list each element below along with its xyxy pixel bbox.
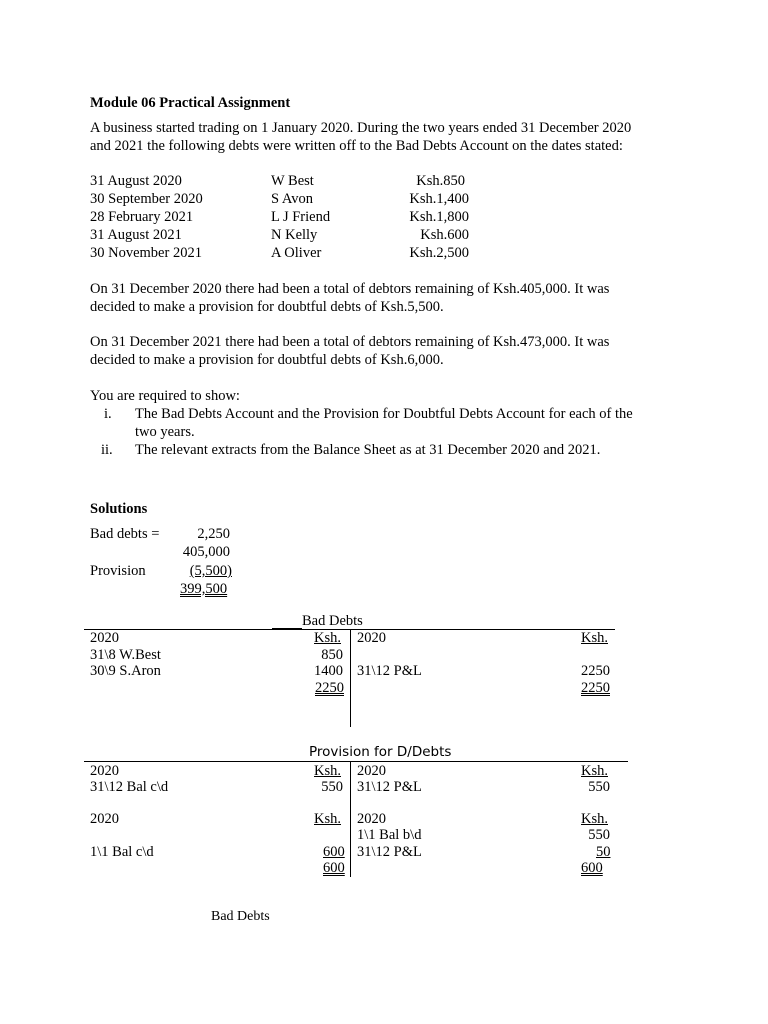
credit-currency: Ksh. <box>581 630 608 646</box>
page-title: Module 06 Practical Assignment <box>90 95 291 111</box>
debt-date: 30 November 2021 <box>90 245 202 261</box>
solution-total: 399,500 <box>180 581 228 597</box>
credit-year: 2020 <box>357 630 386 646</box>
account-divider <box>350 761 351 877</box>
solutions-heading: Solutions <box>90 501 148 517</box>
credit-entry-desc: 31\12 P&L <box>357 779 422 795</box>
credit-total: 2250 <box>581 680 610 696</box>
credit-year: 2020 <box>357 811 386 827</box>
solution-value: (5,500) <box>189 563 232 579</box>
account-title: Bad Debts <box>302 613 363 629</box>
bad-debts-label: Bad debts = <box>90 526 160 542</box>
debit-entry-amount: 1400 <box>314 663 343 679</box>
credit-entry-amount: 550 <box>588 779 610 795</box>
paragraph-2021-line-1: On 31 December 2021 there had been a total of debtors remaining of Ksh.473,000. It was <box>90 334 610 350</box>
debit-currency: Ksh. <box>314 630 341 646</box>
debt-name: A Oliver <box>271 245 322 261</box>
credit-currency: Ksh. <box>581 811 608 827</box>
debit-entry-desc: 30\9 S.Aron <box>90 663 161 679</box>
credit-entry-desc: 1\1 Bal b\d <box>357 827 422 843</box>
credit-total: 600 <box>581 860 603 876</box>
paragraph-2021-line-2: decided to make a provision for doubtful debts of Ksh.6,000. <box>90 352 444 368</box>
debit-entry-desc: 1\1 Bal c\d <box>90 844 154 860</box>
debt-date: 30 September 2020 <box>90 191 203 207</box>
account-divider <box>350 629 351 727</box>
required-item-text: The relevant extracts from the Balance Sheet as at 31 December 2020 and 2021. <box>135 442 601 458</box>
debit-entry-amount: 600 <box>323 844 345 860</box>
credit-year: 2020 <box>357 763 386 779</box>
debt-amount: Ksh.1,400 <box>409 191 469 207</box>
credit-entry-amount: 550 <box>588 827 610 843</box>
credit-entry-desc: 31\12 P&L <box>357 663 422 679</box>
credit-entry-desc: 31\12 P&L <box>357 844 422 860</box>
debt-name: L J Friend <box>271 209 331 225</box>
required-lead: You are required to show: <box>90 388 240 404</box>
footer-heading: Bad Debts <box>211 909 270 924</box>
debit-year: 2020 <box>90 811 119 827</box>
provision-label: Provision <box>90 563 146 579</box>
required-item-number: i. <box>104 406 112 422</box>
debit-total: 600 <box>323 860 345 876</box>
credit-currency: Ksh. <box>581 763 608 779</box>
debit-year: 2020 <box>90 630 119 646</box>
credit-entry-amount: 2250 <box>581 663 610 679</box>
solution-value: 405,000 <box>182 544 230 560</box>
debt-amount: Ksh.1,800 <box>409 209 469 225</box>
debit-entry-desc: 31\8 W.Best <box>90 647 161 663</box>
required-item-text: two years. <box>135 424 195 440</box>
paragraph-2020-line-1: On 31 December 2020 there had been a total of debtors remaining of Ksh.405,000. It was <box>90 281 610 297</box>
debt-date: 31 August 2020 <box>90 173 182 189</box>
debt-amount: Ksh.600 <box>420 227 469 243</box>
credit-entry-amount: 50 <box>596 844 611 860</box>
intro-line-2: and 2021 the following debts were written off to the Bad Debts Account on the dates stated: <box>90 138 623 154</box>
debt-name: S Avon <box>271 191 314 207</box>
intro-line-1: A business started trading on 1 January 2020. During the two years ended 31 December 2020 <box>90 120 632 136</box>
account-top-rule <box>84 761 628 762</box>
debit-total: 2250 <box>315 680 344 696</box>
debt-date: 31 August 2021 <box>90 227 182 243</box>
debit-currency: Ksh. <box>314 763 341 779</box>
debit-entry-desc: 31\12 Bal c\d <box>90 779 169 795</box>
required-item-number: ii. <box>101 442 113 458</box>
solution-value: 2,250 <box>197 526 230 542</box>
debit-currency: Ksh. <box>314 811 341 827</box>
debit-entry-amount: 550 <box>321 779 343 795</box>
debit-entry-amount: 850 <box>321 647 343 663</box>
debt-name: W Best <box>271 173 314 189</box>
required-item-text: The Bad Debts Account and the Provision for Doubtful Debts Account for each of the <box>135 406 633 422</box>
paragraph-2020-line-2: decided to make a provision for doubtful debts of Ksh.5,500. <box>90 299 444 315</box>
debit-year: 2020 <box>90 763 119 779</box>
debt-date: 28 February 2021 <box>90 209 194 225</box>
account-title: Provision for D/Debts <box>309 744 452 760</box>
debt-amount: Ksh.2,500 <box>409 245 469 261</box>
debt-name: N Kelly <box>271 227 318 243</box>
debt-amount: Ksh.850 <box>416 173 465 189</box>
